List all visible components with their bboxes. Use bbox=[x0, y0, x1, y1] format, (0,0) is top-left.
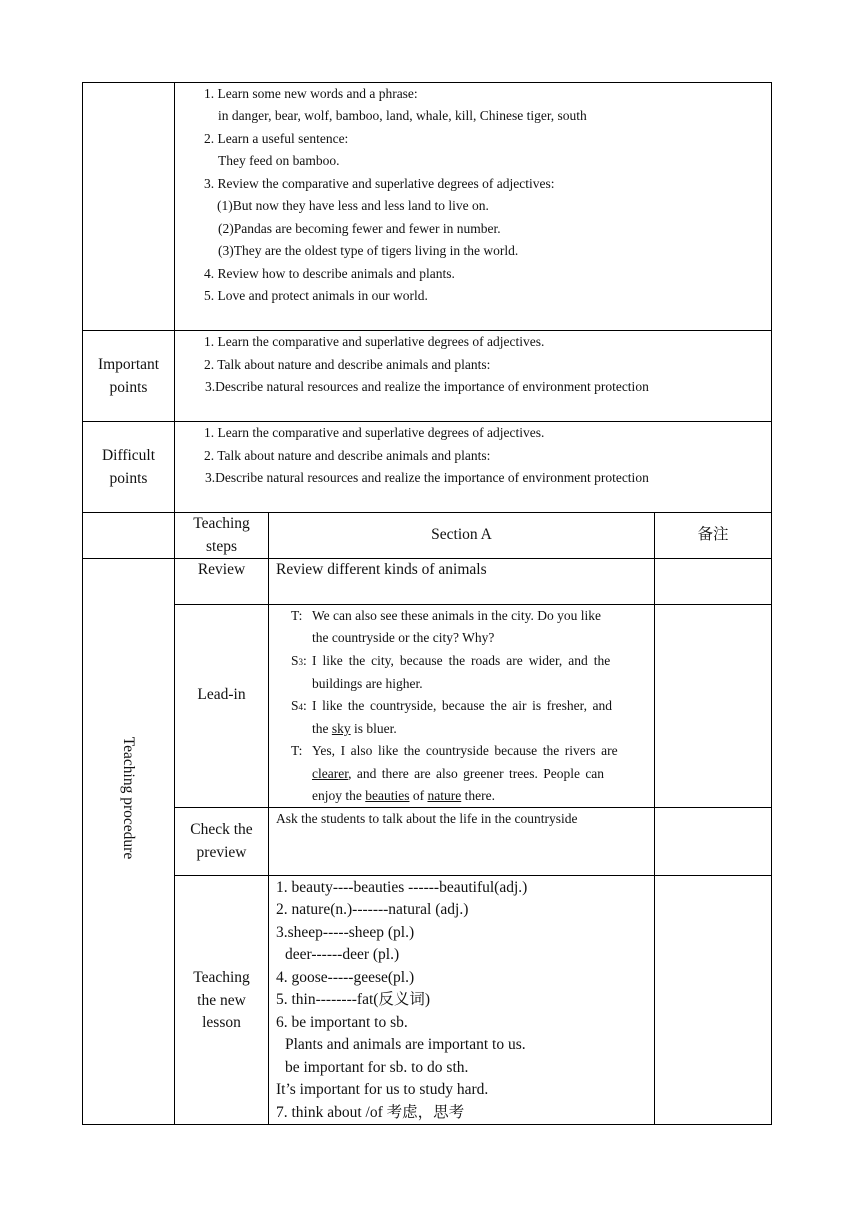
text-run: there. bbox=[461, 788, 495, 803]
review-content: Review different kinds of animals bbox=[276, 561, 487, 578]
objective-line: They feed on bamboo. bbox=[218, 153, 340, 168]
step-line: Check the bbox=[190, 821, 253, 838]
underlined-word: beauties bbox=[365, 788, 410, 803]
underlined-word: clearer bbox=[312, 766, 349, 781]
speaker-label: T: bbox=[291, 608, 303, 623]
table-border-left bbox=[82, 82, 83, 1125]
label-line: points bbox=[109, 469, 148, 487]
header-line: steps bbox=[206, 537, 237, 555]
dialogue-line: Yes, I also like the countryside because the rivers are bbox=[312, 743, 618, 758]
objective-line: in danger, bear, wolf, bamboo, land, whale, kill, Chinese tiger, south bbox=[218, 108, 587, 123]
teaching-new-lesson-step bbox=[175, 967, 268, 1035]
objective-line: (1)But now they have less and less land to live on. bbox=[217, 198, 489, 213]
underlined-word: sky bbox=[331, 721, 351, 736]
dialogue-line: the countryside or the city? Why? bbox=[312, 630, 495, 645]
objective-line: (2)Pandas are becoming fewer and fewer in number. bbox=[218, 221, 501, 236]
teaching-steps-header bbox=[175, 513, 268, 558]
important-item: 3.Describe natural resources and realize the importance of environment protection bbox=[205, 379, 649, 394]
difficult-item: 3.Describe natural resources and realize the importance of environment protection bbox=[205, 470, 649, 485]
objective-line: (3)They are the oldest type of tigers living in the world. bbox=[218, 243, 519, 258]
step-line: lesson bbox=[202, 1014, 241, 1031]
lesson-line: 4. goose-----geese(pl.) bbox=[276, 969, 415, 986]
speaker-label bbox=[291, 650, 307, 674]
header-line: Teaching bbox=[193, 515, 250, 532]
check-preview-content: Ask the students to talk about the life in the countryside bbox=[276, 811, 578, 826]
text-run: is bluer. bbox=[350, 721, 397, 736]
lesson-line: 5. thin--------fat(反义词) bbox=[276, 991, 431, 1008]
speaker-colon: : bbox=[303, 653, 307, 668]
lesson-line: 3.sheep-----sheep (pl.) bbox=[276, 924, 415, 941]
dialogue-line bbox=[312, 763, 604, 786]
speaker-letter: S bbox=[291, 653, 299, 668]
important-item: 1. Learn the comparative and superlative degrees of adjectives. bbox=[204, 334, 545, 349]
label-line: Important bbox=[97, 356, 160, 373]
step-line: the new bbox=[197, 991, 246, 1009]
notes-header: 备注 bbox=[697, 526, 729, 543]
table-border-top bbox=[82, 82, 772, 83]
lesson-line: 6. be important to sb. bbox=[276, 1014, 408, 1031]
underlined-word: nature bbox=[427, 788, 462, 803]
important-item: 2. Talk about nature and describe animals and plants: bbox=[204, 357, 491, 372]
column-divider bbox=[654, 512, 655, 1125]
lesson-line: be important for sb. to do sth. bbox=[285, 1059, 469, 1076]
lesson-line: 1. beauty----beauties ------beautiful(adj.) bbox=[276, 879, 528, 896]
section-header: Section A bbox=[431, 526, 492, 543]
leadin-step: Lead-in bbox=[197, 686, 246, 703]
objective-line: 2. Learn a useful sentence: bbox=[204, 131, 349, 146]
dialogue-line: We can also see these animals in the city. Do you like bbox=[312, 608, 601, 623]
table-border-right bbox=[771, 82, 772, 1125]
dialogue-line: I like the countryside, because the air is fresher, and bbox=[312, 698, 613, 713]
lesson-line: 7. think about /of 考虑，思考 bbox=[276, 1104, 465, 1121]
lesson-line: 2. nature(n.)-------natural (adj.) bbox=[276, 901, 469, 918]
step-line: preview bbox=[196, 843, 247, 861]
review-step: Review bbox=[197, 561, 246, 578]
text-run: of bbox=[409, 788, 428, 803]
check-preview-step bbox=[175, 819, 268, 864]
lesson-line: Plants and animals are important to us. bbox=[285, 1036, 526, 1053]
speaker-subscript: 4 bbox=[298, 702, 304, 712]
speaker-colon: : bbox=[303, 698, 307, 713]
dialogue-line bbox=[312, 785, 495, 808]
important-points-label bbox=[83, 354, 174, 399]
lesson-line: It’s important for us to study hard. bbox=[276, 1081, 489, 1098]
difficult-item: 2. Talk about nature and describe animals and plants: bbox=[204, 448, 491, 463]
label-line: Difficult bbox=[101, 447, 156, 464]
difficult-item: 1. Learn the comparative and superlative degrees of adjectives. bbox=[204, 425, 545, 440]
text-run: , and there are also greener trees. People can bbox=[348, 766, 605, 781]
text-run: the bbox=[312, 721, 332, 736]
difficult-points-label bbox=[83, 445, 174, 490]
lesson-line: deer------deer (pl.) bbox=[285, 946, 400, 963]
label-line: points bbox=[109, 378, 148, 396]
speaker-label: T: bbox=[291, 743, 303, 758]
objective-line: 3. Review the comparative and superlative degrees of adjectives: bbox=[204, 176, 555, 191]
dialogue-line: I like the city, because the roads are wider, and the bbox=[312, 653, 611, 668]
dialogue-line bbox=[312, 718, 397, 741]
row-divider bbox=[174, 875, 772, 876]
speaker-letter: S bbox=[291, 698, 299, 713]
objective-line: 1. Learn some new words and a phrase: bbox=[204, 86, 418, 101]
dialogue-line: buildings are higher. bbox=[312, 676, 423, 691]
objective-line: 5. Love and protect animals in our world. bbox=[204, 288, 428, 303]
step-line: Teaching bbox=[193, 969, 250, 986]
teaching-procedure-label: Teaching procedure bbox=[120, 736, 137, 860]
text-run: enjoy the bbox=[312, 788, 366, 803]
objective-line: 4. Review how to describe animals and plants. bbox=[204, 266, 455, 281]
speaker-subscript: 3 bbox=[298, 657, 304, 667]
speaker-label bbox=[291, 695, 307, 719]
column-divider bbox=[268, 512, 269, 1125]
